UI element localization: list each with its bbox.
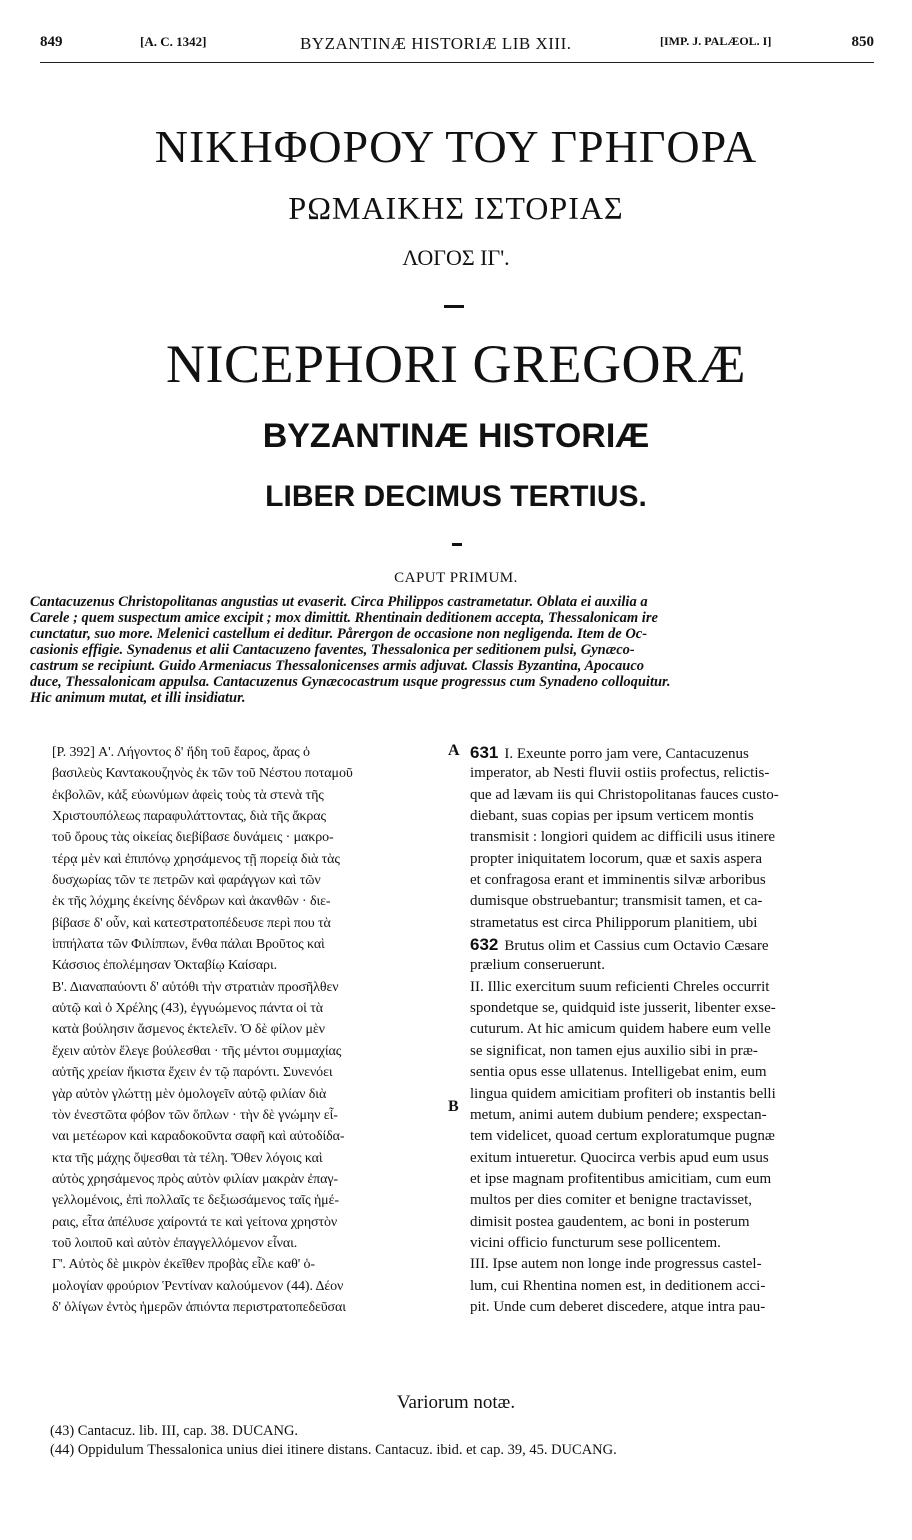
right-page-number: 850 xyxy=(851,34,874,50)
notes-heading: Variorum notæ. xyxy=(396,1392,516,1413)
greek-text-line: Γ'. Αὐτὸς δὲ μικρὸν ἐκεῖθεν προβὰς εἷλε καθ' ὁ- xyxy=(52,1257,315,1273)
latin-text-line: metum, animi autem dubium pendere; exspectan- xyxy=(470,1106,767,1123)
latin-text-line: pit. Unde cum deberet discedere, atque intra pau- xyxy=(470,1298,766,1315)
greek-text-line: ἐκβολῶν, κἀξ εὐωνύμων ἀφεὶς τοὺς τὰ στενὰ τῆς xyxy=(52,787,324,803)
latin-text-line: lingua quidem amicitiam profiteri ob instantis belli xyxy=(470,1085,776,1102)
greek-text-line: δ' ὀλίγων ἐντὸς ἡμερῶν ἀπιόντα περιστρατοπεδεῦσαι xyxy=(52,1299,346,1315)
greek-text-line: Β'. Διαναπαύοντι δ' αὐτόθι τὴν στρατιὰν προσῆλθεν xyxy=(52,979,339,995)
greek-text-line: βίβασε δ' οὖν, καὶ κατεστρατοπέδευσε περὶ που τὰ xyxy=(52,915,331,931)
margin-letter-a: A xyxy=(448,742,460,759)
argument-line: Carele ; quem suspectum amice excipit ; mox dimittit. Rhentinain deditionem accepta, Thessalonicam ire xyxy=(30,610,658,626)
greek-text-line: αὐτῷ καὶ ὁ Χρέλης (43), ἐγγυώμενος πάντα οἱ τὰ xyxy=(52,1001,323,1017)
latin-text-line: imperator, ab Nesti fluvii ostiis profectus, relictis- xyxy=(470,765,770,782)
greek-text-line: μολογίαν φρούριον Ῥεντίναν καλούμενον (44). Δέον xyxy=(52,1278,344,1294)
latin-text-line-content: I. Exeunte porro jam vere, Cantacuzenus xyxy=(504,746,749,762)
latin-text-line: propter iniquitatem locorum, quæ et saxis aspera xyxy=(470,850,763,867)
greek-text-line: βασιλεὺς Καντακουζηνὸς ἐκ τῶν τοῦ Νέστου ποταμοῦ xyxy=(52,766,353,782)
latin-text-line: II. Illic exercitum suum reficienti Chreles occurrit xyxy=(470,978,770,995)
greek-author-title: ΝΙΚΗΦΟΡΟΥ ΤΟΥ ΓΡΗΓΟΡΑ xyxy=(154,121,758,172)
greek-book-title: ΛΟΓΟΣ ΙΓ'. xyxy=(402,245,510,270)
latin-text-line: se significat, non tamen ejus auxilio sibi in præ- xyxy=(470,1042,758,1059)
latin-text-line: que ad lævam iis qui Christopolitanas fauces custo- xyxy=(470,786,779,803)
argument-line: duce, Thessalonicam appulsa. Cantacuzenus Gynæcocastrum usque progressus cum Synadeno colloquitur. xyxy=(30,674,671,690)
greek-text-line: κατὰ βούλησιν ἄσμενος ἐκτελεῖν. Ὁ δὲ φίλον μὲν xyxy=(52,1022,325,1038)
latin-book-title: LIBER DECIMUS TERTIUS. xyxy=(265,480,647,513)
greek-text-line: ἱππήλατα τῶν Φιλίππων, ἔνθα πάλαι Βροῦτος καὶ xyxy=(52,937,325,953)
latin-text-line: exitum intueretur. Quocirca verbis apud eum usus xyxy=(470,1149,769,1166)
argument-line: Cantacuzenus Christopolitanas angustias ut evaserit. Circa Philippos castrametatur. Oblata ei auxilia a xyxy=(30,594,648,610)
latin-text-line: dumisque obstruebantur; transmisit tamen, et ca- xyxy=(470,893,763,910)
argument-line: castrum se recipiunt. Guido Armeniacus Thessalonicenses armis adjuvat. Classis Byzantina, Apocauco xyxy=(30,658,645,674)
greek-text-line: τέρᾳ μὲν καὶ ἐπιπόνῳ χρησάμενος τῇ πορείᾳ διὰ τὰς xyxy=(52,851,340,867)
latin-text-line: cuturum. At hic amicum quidem habere eum velle xyxy=(470,1021,771,1038)
latin-text-line: prælium conseruerunt. xyxy=(470,957,605,974)
greek-text-line: γὰρ αὐτὸν γλώττῃ μὲν ὁμολογεῖν αὐτῷ φιλίαν διὰ xyxy=(52,1086,327,1102)
title-divider-small xyxy=(452,543,462,546)
latin-text-line: tem videlicet, quoad certum exploratumque pugnæ xyxy=(470,1128,775,1145)
latin-text-line: vicini officio functurum sese pollicentem. xyxy=(470,1234,721,1251)
latin-text-line: spondetque se, quidquid iste jusserit, libenter exse- xyxy=(470,1000,776,1017)
latin-text-line: strametatus est circa Philipporum planitiem, ubi xyxy=(470,914,758,931)
greek-text-line: ἐκ τῆς λόχμης ἐκείνης δένδρων καὶ ἀκανθῶν · διε- xyxy=(52,894,331,910)
latin-text-line: dimisit postea gaudentem, ac boni in posterum xyxy=(470,1213,750,1230)
argument-line: cunctatur, suo more. Melenici castellum ei deditur. Pårergon de occasione non negligenda. Item de Oc- xyxy=(30,626,648,642)
running-header xyxy=(40,34,874,58)
greek-text-line: ναι μετέωρον καὶ καραδοκοῦντα σαφῆ καὶ αὐτοδίδα- xyxy=(52,1129,345,1145)
greek-text-line: τοῦ λοιποῦ καὶ αὐτὸν ἐπαγγελλόμενον εἶναι. xyxy=(52,1235,298,1251)
title-divider xyxy=(444,305,464,308)
header-year: [A. C. 1342] xyxy=(140,34,207,49)
left-page-number: 849 xyxy=(40,34,63,50)
latin-text-line xyxy=(470,742,878,763)
greek-work-title: ΡΩΜΑΙΚΗΣ ΙΣΤΟΡΙΑΣ xyxy=(288,190,624,226)
latin-text-line: diebant, suas copias per ipsum verticem montis xyxy=(470,808,754,825)
greek-text-line: γελλομένοις, ἐπὶ πολλαῖς τε δεξιωσάμενος ταῖς ἡμέ- xyxy=(52,1193,339,1209)
latin-text-line: et ipse magnam profitentibus amicitiam, cum eum xyxy=(470,1170,772,1187)
greek-text-line: τὸν ἐνεστῶτα φόβον τῶν ὅπλων · τὴν δὲ γνώμην εἶ- xyxy=(52,1107,338,1123)
footnotes xyxy=(50,1422,880,1460)
header-rule xyxy=(40,62,874,63)
latin-text-line: transmisit : longiori quidem ac difficili usus itinere xyxy=(470,829,776,846)
latin-text-line: III. Ipse autem non longe inde progressus castel- xyxy=(470,1256,762,1273)
greek-text-line: ἔχειν αὐτὸν ἔλεγε βούλεσθαι · τῆς μέντοι συμμαχίας xyxy=(52,1043,342,1059)
argument-line: casionis effigie. Synadenus et alii Cantacuzeno faventes, Thessalonica per seditionem pulsi, Gynæco- xyxy=(30,642,635,658)
latin-text-line xyxy=(470,934,878,955)
greek-text-line: αὐτῆς χρείαν ἥκιστα ἔχειν ἐν τῷ παρόντι. Συνενόει xyxy=(52,1065,333,1081)
latin-text-line: et confragosa erant et imminentis silvæ arboribus xyxy=(470,872,766,889)
greek-text-line: τοῦ ὄρους τὰς οἰκείας διεβίβασε δυνάμεις · μακρο- xyxy=(52,830,334,846)
margin-letter-b: B xyxy=(448,1098,459,1115)
greek-text-column xyxy=(52,742,444,1318)
greek-text-line: Χριστουπόλεως παραφυλάττοντας, διὰ τῆς ἄκρας xyxy=(52,809,326,825)
argument-line: Hic animum mutat, et illi insidiatur. xyxy=(30,690,246,706)
greek-text-line: κτα τῆς μάχης ὄψεσθαι τὰ τέλη. Ὅθεν λόγοις καὶ xyxy=(52,1150,323,1166)
latin-text-column xyxy=(470,742,878,1318)
footnote-item: (44) Oppidulum Thessalonica unius diei itinere distans. Cantacuz. ibid. et cap. 39, 45. DUCANG. xyxy=(50,1442,617,1458)
latin-author-title: NICEPHORI GREGORÆ xyxy=(165,334,747,394)
margin-number-632: 632 xyxy=(470,935,499,955)
chapter-heading: CAPUT PRIMUM. xyxy=(394,570,518,586)
greek-text-line: Κάσσιος ἐπολέμησαν Ὀκταβίῳ Καίσαρι. xyxy=(52,958,278,974)
latin-text-line: multos per dies comiter et benigne tractavisset, xyxy=(470,1192,752,1209)
greek-text-line: ραις, εἶτα ἀπέλυσε χαίροντά τε καὶ γείτονα χρηστὸν xyxy=(52,1214,338,1230)
greek-text-line: [P. 392] Α'. Λήγοντος δ' ἤδη τοῦ ἔαρος, ἄρας ὁ xyxy=(52,745,310,760)
latin-work-title: BYZANTINÆ HISTORIÆ xyxy=(262,417,650,455)
header-title: BYZANTINÆ HISTORIÆ LIB XIII. xyxy=(300,34,572,53)
latin-text-line: sentia opus esse ullatenus. Intelligebat enim, eum xyxy=(470,1064,767,1081)
chapter-argument xyxy=(30,594,880,706)
latin-text-line: lum, cui Rhentina nomen est, in deditionem acci- xyxy=(470,1277,766,1294)
footnote-item: (43) Cantacuz. lib. III, cap. 38. DUCANG. xyxy=(50,1423,299,1439)
header-imperator: [IMP. J. PALÆOL. I] xyxy=(660,34,772,48)
latin-text-line-content: Brutus olim et Cassius cum Octavio Cæsare xyxy=(504,938,769,955)
margin-number-631: 631 xyxy=(470,743,499,762)
greek-text-line: αὐτὸς χρησάμενος πρὸς αὐτὸν φιλίαν μακρὰν ἐπαγ- xyxy=(52,1171,338,1187)
greek-text-line: δυσχωρίας τῶν τε πετρῶν καὶ φαράγγων καὶ τῶν xyxy=(52,873,321,889)
